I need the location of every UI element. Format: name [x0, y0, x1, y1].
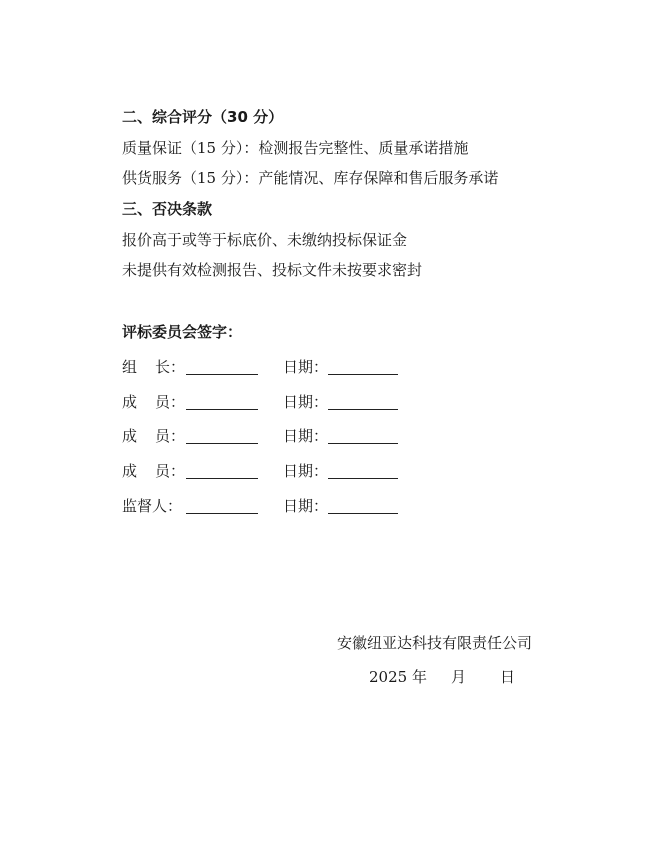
signature-row-member-3 — [122, 461, 422, 483]
date-year: 2025 年 — [369, 668, 427, 686]
signature-row-member-1 — [122, 392, 422, 414]
signature-blank[interactable] — [186, 513, 258, 514]
signature-row-supervisor — [122, 496, 422, 518]
date-day: 日 — [500, 668, 516, 686]
date-month: 月 — [451, 668, 467, 686]
signature-blank[interactable] — [186, 409, 258, 410]
date-label: 日期： — [283, 358, 329, 376]
section-3-title: 三、否决条款 — [122, 200, 213, 218]
signature-title: 评标委员会签字： — [122, 323, 243, 341]
date-blank[interactable] — [328, 478, 398, 479]
signature-row-member-2 — [122, 426, 422, 448]
section-3-item-report: 未提供有效检测报告、投标文件未按要求密封 — [122, 261, 423, 279]
date-blank[interactable] — [328, 374, 398, 375]
role-label: 成员： — [122, 427, 186, 445]
section-2-title: 二、综合评分（30 分） — [122, 108, 284, 126]
role-label: 监督人： — [122, 497, 183, 515]
date-blank[interactable] — [328, 513, 398, 514]
role-label: 组长： — [122, 358, 186, 376]
section-2-item-supply: 供货服务（15 分）：产能情况、库存保障和售后服务承诺 — [122, 169, 499, 187]
date-label: 日期： — [283, 462, 329, 480]
signature-row-leader — [122, 357, 422, 379]
date-blank[interactable] — [328, 409, 398, 410]
date-blank[interactable] — [328, 443, 398, 444]
role-label: 成员： — [122, 462, 186, 480]
section-2-item-quality: 质量保证（15 分）：检测报告完整性、质量承诺措施 — [122, 139, 469, 157]
signature-blank[interactable] — [186, 478, 258, 479]
date-label: 日期： — [283, 497, 329, 515]
role-label: 成员： — [122, 393, 186, 411]
signature-blank[interactable] — [186, 374, 258, 375]
company-name: 安徽纽亚达科技有限责任公司 — [337, 634, 533, 652]
signature-blank[interactable] — [186, 443, 258, 444]
date-label: 日期： — [283, 393, 329, 411]
date-label: 日期： — [283, 427, 329, 445]
section-3-item-price: 报价高于或等于标底价、未缴纳投标保证金 — [122, 231, 408, 249]
